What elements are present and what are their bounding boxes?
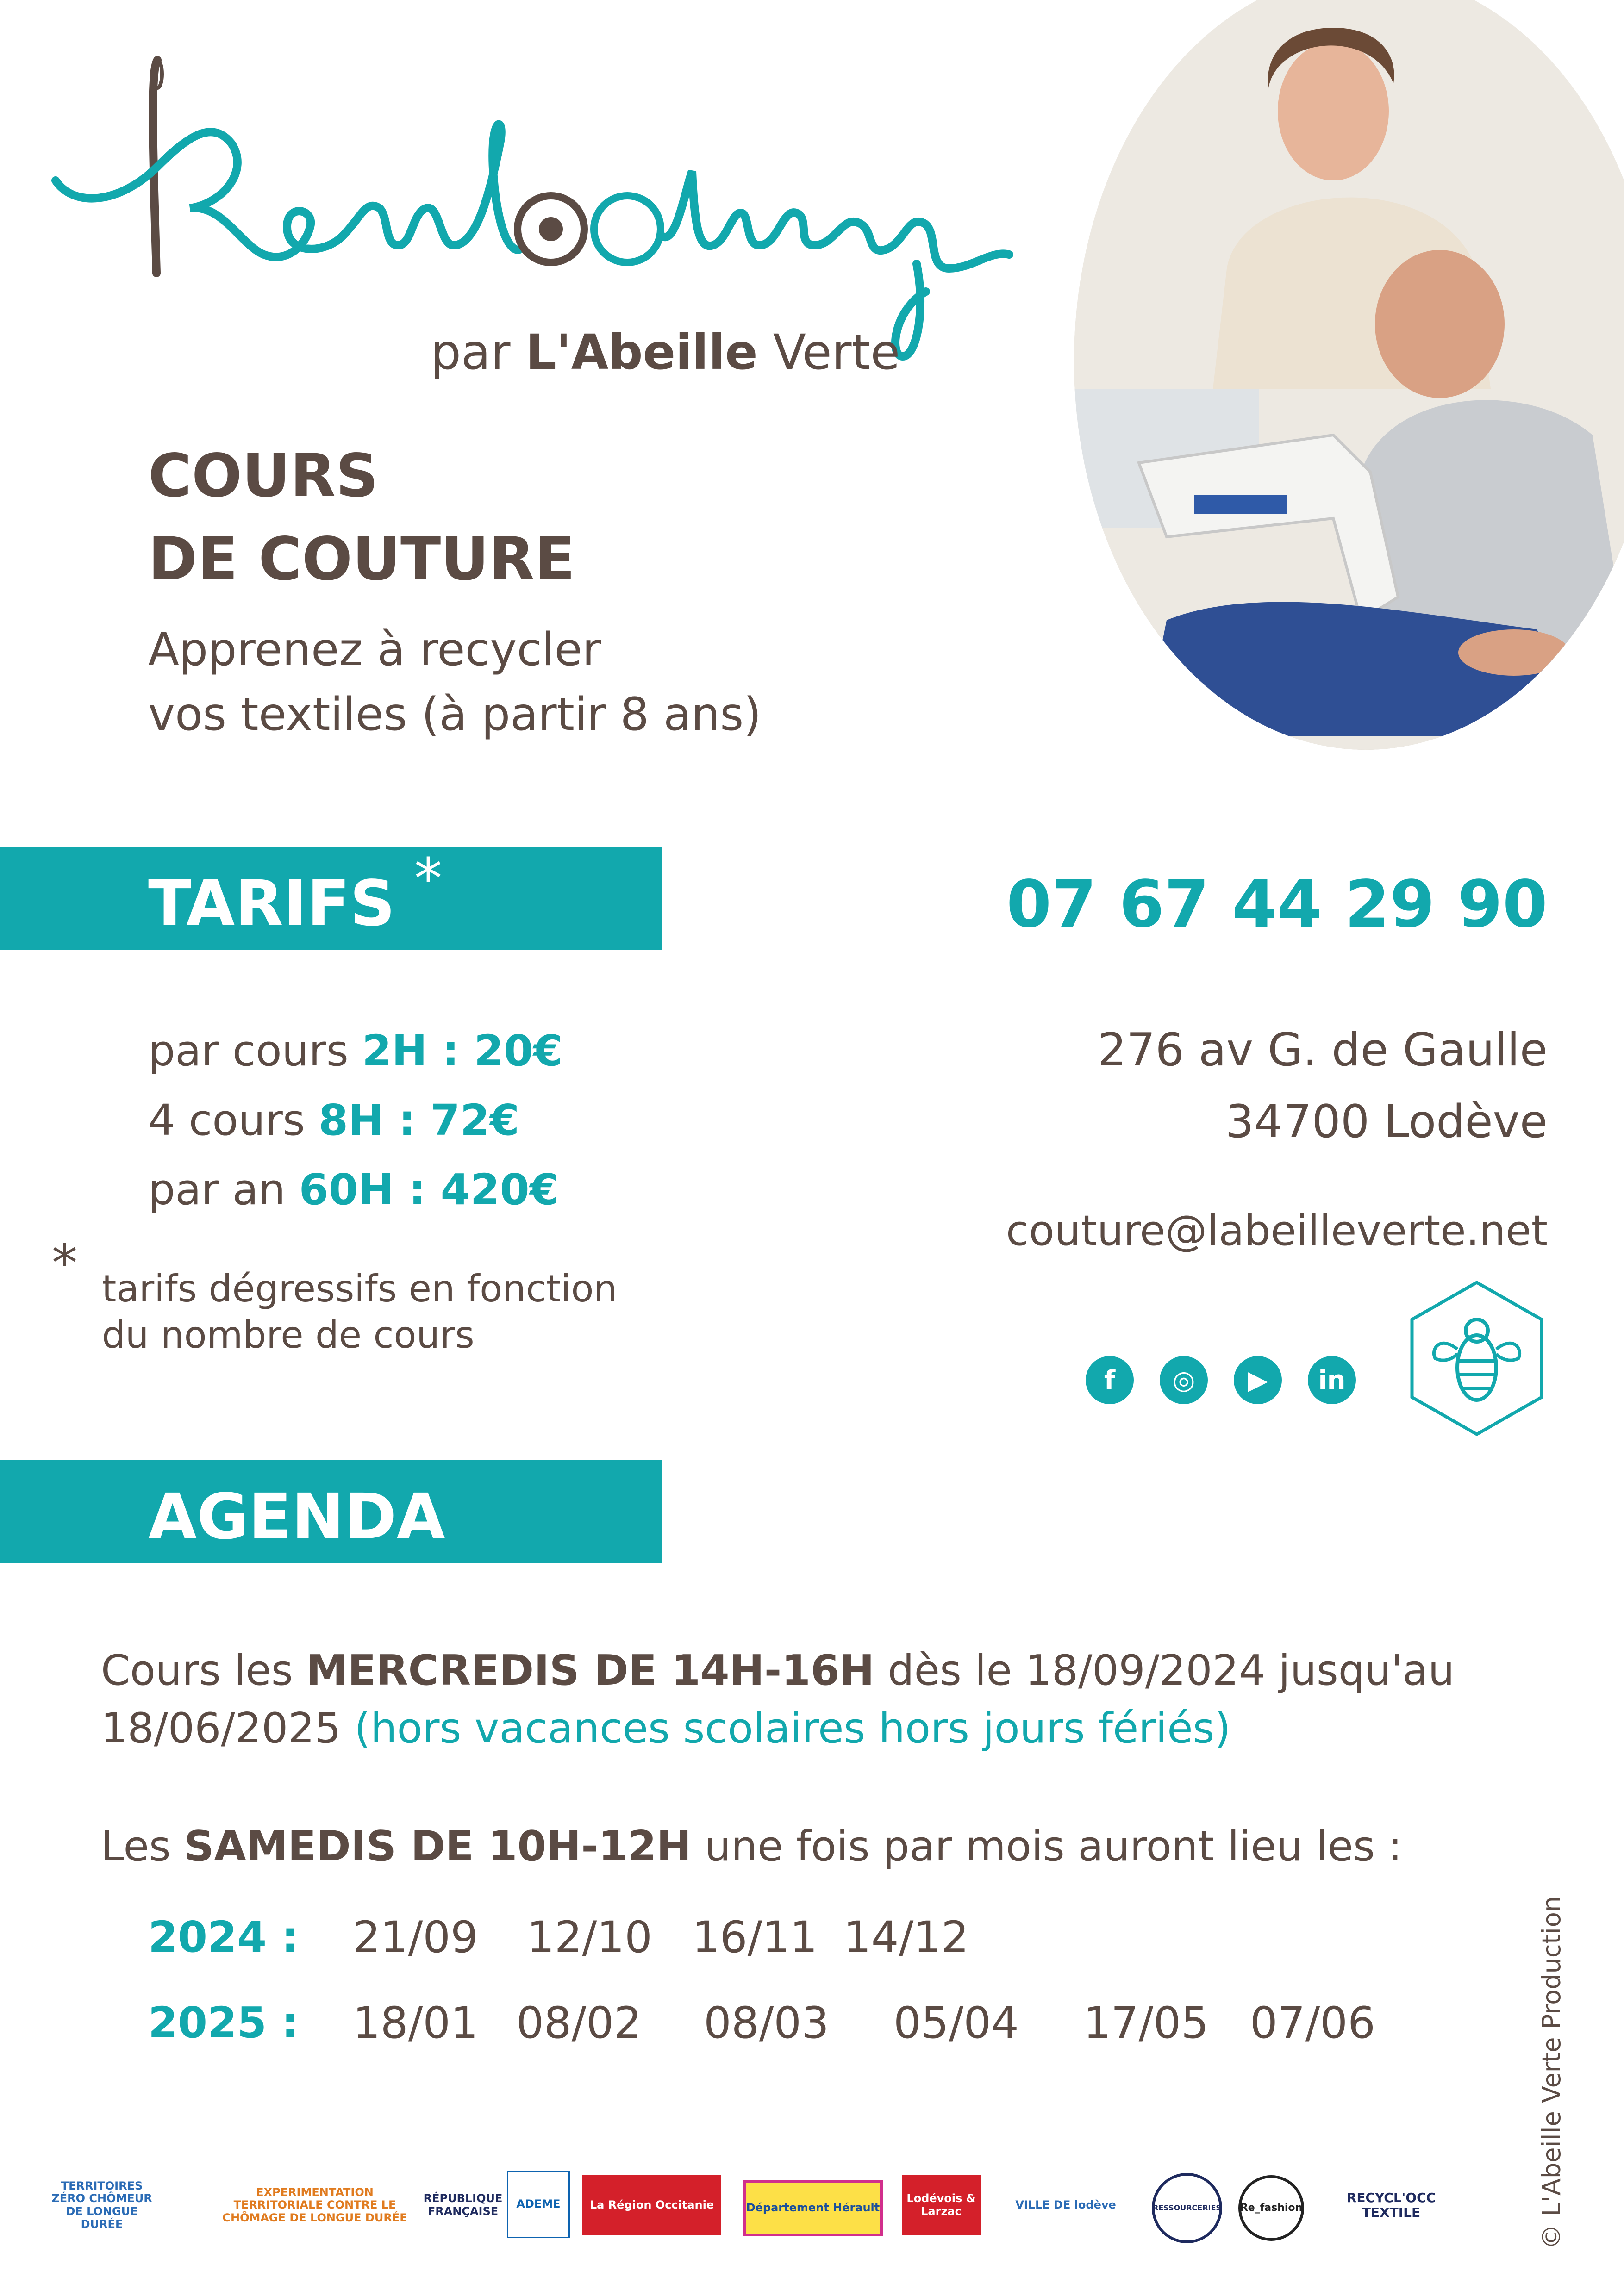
saturday-line: Les SAMEDIS DE 10H-12H une fois par mois auront lieu les : xyxy=(101,1822,1402,1871)
partner-logo: RÉPUBLIQUE FRANÇAISE xyxy=(423,2192,503,2218)
partner-logo: VILLE DE lodève xyxy=(1015,2198,1116,2212)
note-line-2: du nombre de cours xyxy=(102,1313,475,1356)
address-line-1: 276 av G. de Gaulle xyxy=(1097,1024,1548,1076)
phone-number[interactable]: 07 67 44 29 90 xyxy=(1006,867,1548,942)
partner-logo: RESSOURCERIES xyxy=(1152,2173,1222,2243)
price-per-year: par an 60H : 420€ xyxy=(148,1165,559,1214)
partner-logo: ADEME xyxy=(507,2171,570,2238)
linkedin-icon[interactable]: in xyxy=(1308,1356,1356,1404)
year-2024-label: 2024 : xyxy=(148,1912,299,1962)
bee-hexagon-icon xyxy=(1407,1280,1546,1437)
title-line-2: DE COUTURE xyxy=(148,525,575,594)
facebook-icon[interactable]: f xyxy=(1086,1356,1134,1404)
note-line-1: tarifs dégressifs en fonction xyxy=(102,1267,618,1310)
partner-logo: RECYCL'OCC TEXTILE xyxy=(1346,2190,1436,2220)
title-line-1: COURS xyxy=(148,442,379,510)
date-item: 14/12 xyxy=(843,1912,969,1963)
date-item: 18/01 xyxy=(353,1998,478,2048)
email-link[interactable]: couture@labeilleverte.net xyxy=(1006,1207,1548,1255)
tarifs-title: TARIFS xyxy=(148,867,395,940)
wednesday-line-1: Cours les MERCREDIS DE 14H-16H dès le 18/09/2024 jusqu'au xyxy=(101,1646,1455,1695)
price-four-courses: 4 cours 8H : 72€ xyxy=(148,1095,519,1145)
photo-credit: © L'Abeille Verte Production xyxy=(1537,1896,1566,2249)
date-item: 12/10 xyxy=(527,1912,652,1963)
partner-logo: TERRITOIRES ZÉRO CHÔMEUR DE LONGUE DURÉE xyxy=(51,2179,152,2231)
agenda-title: AGENDA xyxy=(148,1481,445,1554)
price-per-course: par cours 2H : 20€ xyxy=(148,1026,563,1076)
date-item: 16/11 xyxy=(692,1912,818,1963)
partner-logo: Lodévois & Larzac xyxy=(902,2175,981,2235)
note-asterisk: * xyxy=(52,1233,77,1293)
partner-logo: EXPERIMENTATION TERRITORIALE CONTRE LE CHÔMAGE DE LONGUE DURÉE xyxy=(222,2185,407,2224)
instagram-icon[interactable]: ◎ xyxy=(1160,1356,1208,1404)
subtitle-line-1: Apprenez à recycler xyxy=(148,623,601,676)
address-line-2: 34700 Lodève xyxy=(1225,1095,1548,1148)
date-item: 17/05 xyxy=(1083,1998,1209,2048)
logo-tagline: par L'Abeille Verte xyxy=(431,324,900,380)
date-item: 08/02 xyxy=(516,1998,642,2048)
youtube-icon[interactable]: ▶ xyxy=(1234,1356,1282,1404)
partner-logo: La Région Occitanie xyxy=(582,2175,721,2235)
date-item: 07/06 xyxy=(1250,1998,1375,2048)
partner-logo: Re_fashion xyxy=(1238,2175,1304,2241)
date-item: 05/04 xyxy=(893,1998,1019,2048)
wednesday-line-2: 18/06/2025 (hors vacances scolaires hors jours fériés) xyxy=(101,1704,1231,1753)
year-2025-label: 2025 : xyxy=(148,1998,299,2047)
date-item: 21/09 xyxy=(353,1912,478,1963)
partner-logo: Département Hérault xyxy=(743,2180,883,2236)
subtitle-line-2: vos textiles (à partir 8 ans) xyxy=(148,688,762,741)
date-item: 08/03 xyxy=(704,1998,829,2048)
sewing-photo xyxy=(1074,0,1624,750)
tarifs-asterisk: * xyxy=(414,847,442,911)
